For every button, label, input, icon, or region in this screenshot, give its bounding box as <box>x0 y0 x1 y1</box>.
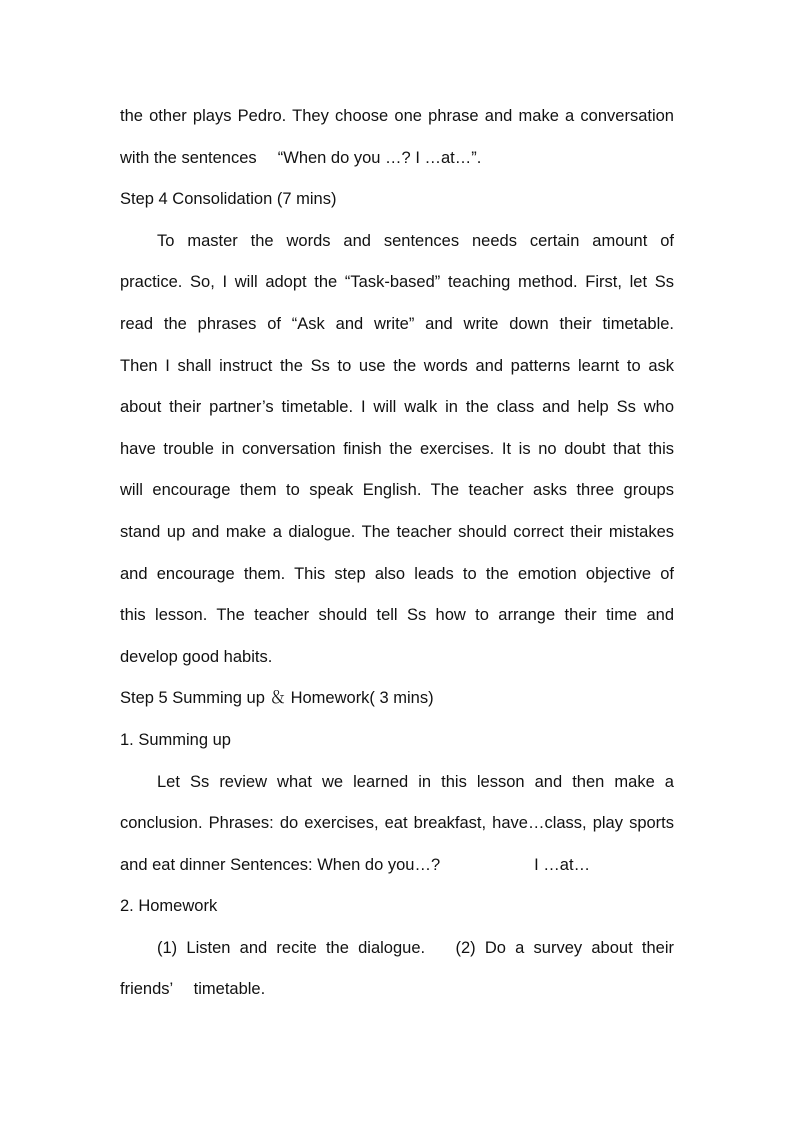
text-line: about their partner’s timetable. I will walk in the class and help Ss who <box>120 398 674 417</box>
text-line: this lesson. The teacher should tell Ss how to arrange their time and <box>120 606 674 625</box>
text-segment: I …at… <box>534 855 591 874</box>
text-line: with the sentences “When do you …? I …at…”. <box>120 148 482 167</box>
section-heading: Step 5 Summing up ＆ Homework( 3 mins) <box>120 689 434 708</box>
text-line: the other plays Pedro. They choose one phrase and make a conversation <box>120 107 674 125</box>
text-line: practice. So, I will adopt the “Task-based” teaching method. First, let Ss <box>120 273 674 292</box>
text-line: To master the words and sentences needs certain amount of <box>157 231 674 250</box>
text-line: read the phrases of “Ask and write” and write down their timetable. <box>120 314 674 333</box>
text-line: friends’ timetable. <box>120 980 266 999</box>
text-line: Then I shall instruct the Ss to use the words and patterns learnt to ask <box>120 356 674 375</box>
text-line: (1) Listen and recite the dialogue. (2) Do a survey about their <box>157 938 674 957</box>
text-line: develop good habits. <box>120 647 273 666</box>
text-line: have trouble in conversation finish the exercises. It is no doubt that this <box>120 439 674 458</box>
document-body <box>120 96 674 1011</box>
text-line: conclusion. Phrases: do exercises, eat breakfast, have…class, play sports <box>120 814 674 833</box>
text-line: stand up and make a dialogue. The teacher should correct their mistakes <box>120 522 674 541</box>
text-line: and encourage them. This step also leads to the emotion objective of <box>120 564 674 583</box>
text-segment: and eat dinner Sentences: When do you…? <box>120 855 441 874</box>
subsection-heading: 2. Homework <box>120 897 218 916</box>
subsection-heading: 1. Summing up <box>120 730 231 749</box>
text-line: Let Ss review what we learned in this lesson and then make a <box>157 772 674 791</box>
text-line <box>120 845 674 887</box>
text-line: will encourage them to speak English. The teacher asks three groups <box>120 481 674 500</box>
section-heading: Step 4 Consolidation (7 mins) <box>120 190 337 209</box>
